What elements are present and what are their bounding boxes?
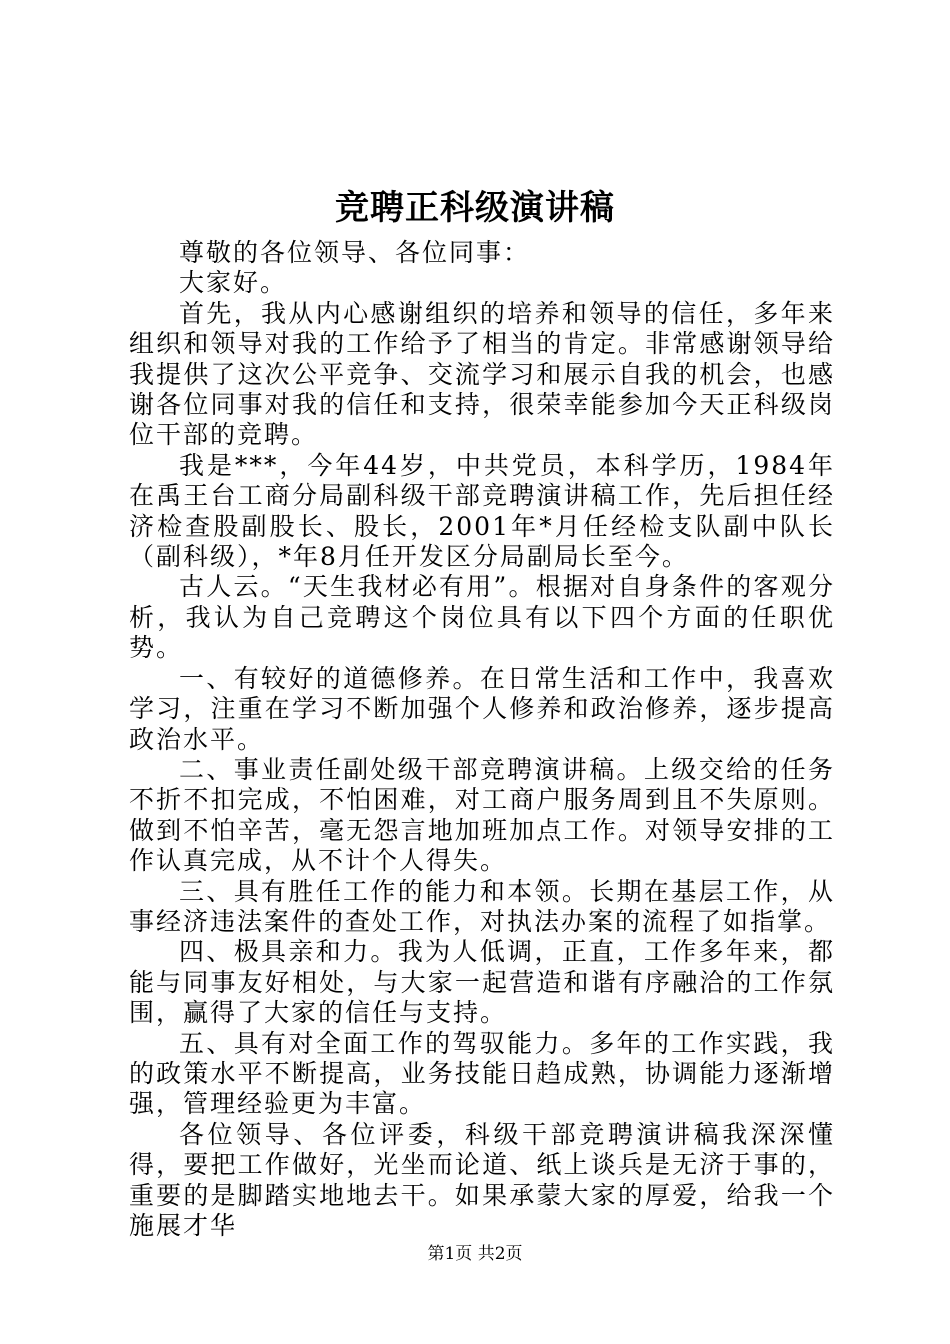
paragraph-advantage-5: 五、具有对全面工作的驾驭能力。多年的工作实践，我的政策水平不断提高，业务技能日趋成熟，协调能力逐渐增强，管理经验更为丰富。 <box>129 1028 835 1119</box>
paragraph-advantage-2: 二、事业责任副处级干部竞聘演讲稿。上级交给的任务不折不扣完成，不怕困难，对工商户服务周到且不失原则。做到不怕辛苦，毫无怨言地加班加点工作。对领导安排的工作认真完成，从不计个人得失。 <box>129 754 835 876</box>
paragraph-advantage-4: 四、极具亲和力。我为人低调，正直，工作多年来，都能与同事友好相处，与大家一起营造和谐有序融洽的工作氛围，赢得了大家的信任与支持。 <box>129 937 835 1028</box>
paragraph-greeting: 大家好。 <box>179 268 288 298</box>
paragraph-advantages-intro: 古人云。“天生我材必有用”。根据对自身条件的客观分析，我认为自己竞聘这个岗位具有以下四个方面的任职优势。 <box>129 572 835 663</box>
paragraph-self-intro: 我是***，今年44岁，中共党员，本科学历，1984年在禹王台工商分局副科级干部竞聘演讲稿工作，先后担任经济检查股副股长、股长，2001年*月任经检支队副中队长（副科级），*年8月任开发区分局副局长至今。 <box>129 450 835 572</box>
paragraph-advantage-3: 三、具有胜任工作的能力和本领。长期在基层工作，从事经济违法案件的查处工作，对执法办案的流程了如指掌。 <box>129 876 835 936</box>
paragraph-thanks: 首先，我从内心感谢组织的培养和领导的信任，多年来组织和领导对我的工作给予了相当的肯定。非常感谢领导给我提供了这次公平竞争、交流学习和展示自我的机会，也感谢各位同事对我的信任和支持，很荣幸能参加今天正科级岗位干部的竞聘。 <box>129 298 835 450</box>
page-number-footer: 第1页 共2页 <box>427 1244 523 1264</box>
paragraph-advantage-1: 一、有较好的道德修养。在日常生活和工作中，我喜欢学习，注重在学习不断加强个人修养和政治修养，逐步提高政治水平。 <box>129 663 835 754</box>
paragraph-closing: 各位领导、各位评委，科级干部竞聘演讲稿我深深懂得，要把工作做好，光坐而论道、纸上谈兵是无济于事的，重要的是脚踏实地地去干。如果承蒙大家的厚爱，给我一个施展才华 <box>129 1119 835 1240</box>
document-title: 竞聘正科级演讲稿 <box>335 188 615 228</box>
document-body <box>129 238 835 1241</box>
paragraph-salutation: 尊敬的各位领导、各位同事： <box>179 238 531 267</box>
